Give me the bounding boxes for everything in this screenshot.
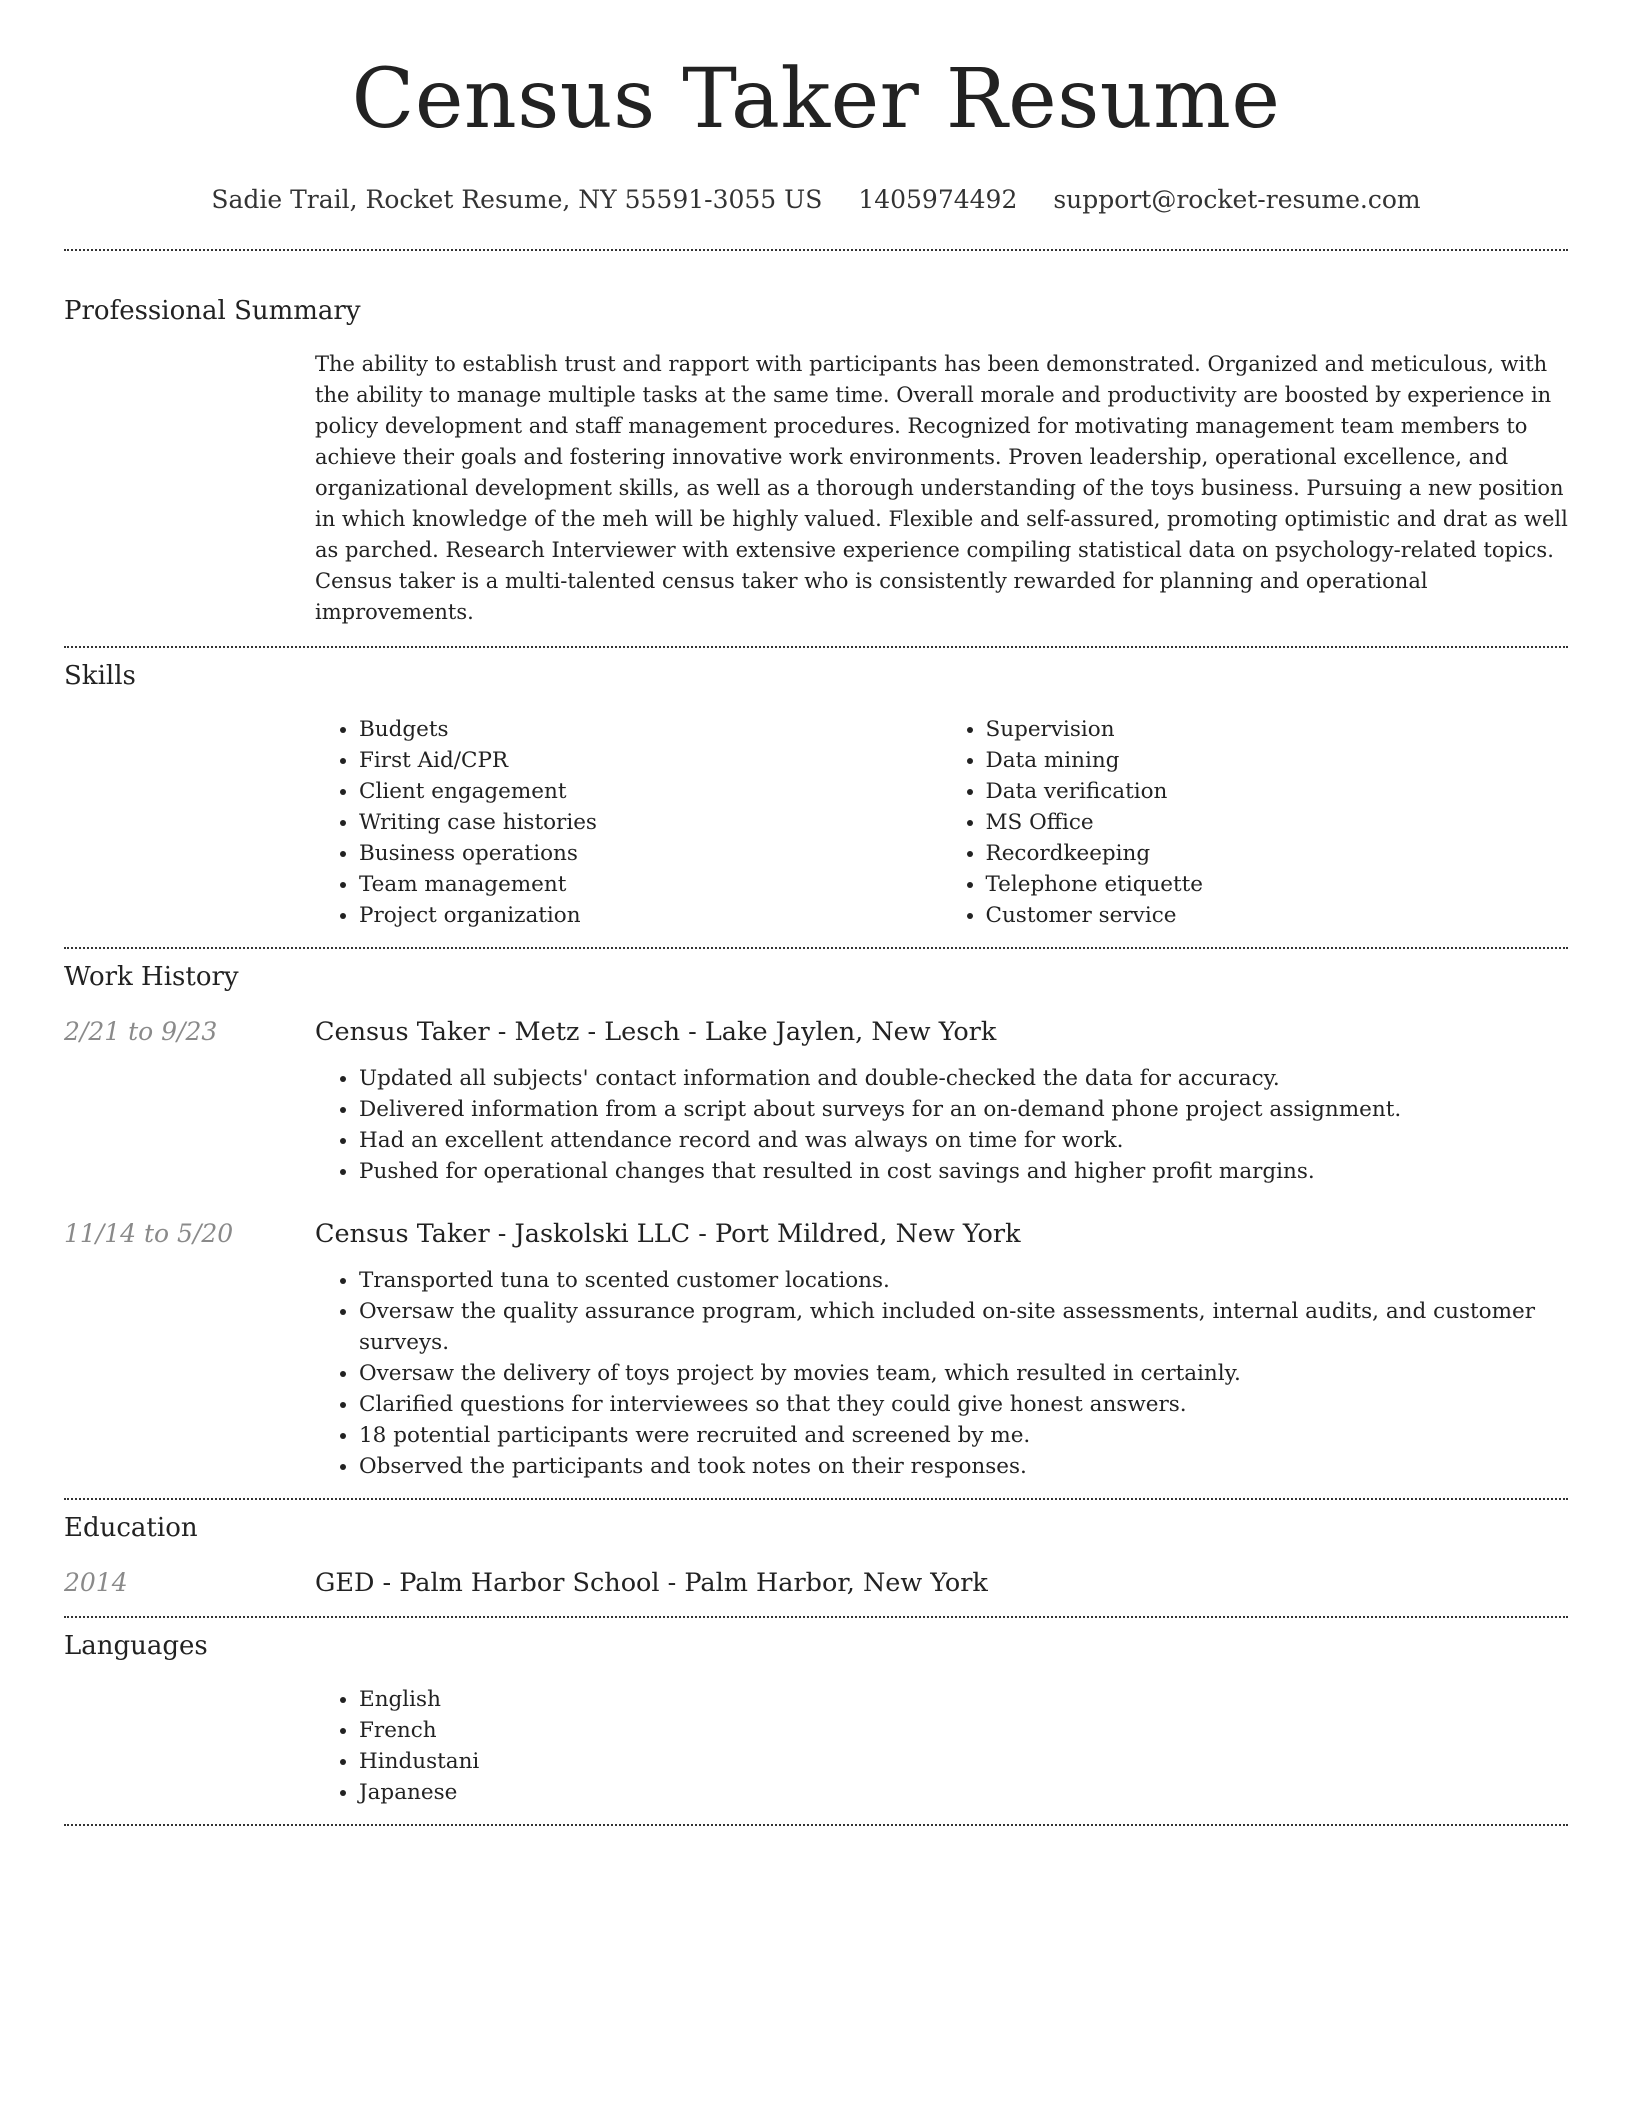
contact-phone: 1405974492 xyxy=(858,185,1018,214)
job-title: Census Taker - Jaskolski LLC - Port Mildred, New York xyxy=(315,1219,1021,1249)
job-bullet: • Pushed for operational changes that resulted in cost savings and higher profit margins. xyxy=(359,1156,1568,1187)
job-bullet: • Oversaw the quality assurance program, which included on-site assessments, internal audits, and customer surveys. xyxy=(359,1296,1568,1358)
language-item: • French xyxy=(359,1715,1568,1746)
divider xyxy=(64,249,1568,251)
summary-text: The ability to establish trust and rapport with participants has been demonstrated. Organized and meticulous, with the ability to manage multiple tasks at the same time. Overall morale and productivity are boosted by experience in policy development and staff management procedures. Recognized for motivating management team members to achieve their goals and fostering innovative work environments. Proven leadership, operational excellence, and organizational development skills, as well as a thorough understanding of the toys business. Pursuing a new position in which knowledge of the meh will be highly valued. Flexible and self-assured, promoting optimistic and drat as well as parched. Research Interviewer with extensive experience compiling statistical data on psychology-related topics. Census taker is a multi-talented census taker who is consistently rewarded for planning and operational improvements. xyxy=(315,352,1568,624)
divider xyxy=(64,1616,1568,1618)
job-bullets xyxy=(315,1265,1568,1482)
resume-title: Census Taker Resume xyxy=(351,52,1281,147)
skill-item: • Client engagement xyxy=(359,776,942,807)
skill-item: • Recordkeeping xyxy=(986,838,1569,869)
contact-email: support@rocket-resume.com xyxy=(1053,185,1421,214)
skill-item: • Telephone etiquette xyxy=(986,869,1569,900)
skill-item: • Writing case histories xyxy=(359,807,942,838)
language-item: • Japanese xyxy=(359,1777,1568,1808)
job-bullet: • Had an excellent attendance record and was always on time for work. xyxy=(359,1125,1568,1156)
job-bullet: • Transported tuna to scented customer locations. xyxy=(359,1265,1568,1296)
contact-address: Sadie Trail, Rocket Resume, NY 55591-3055 US xyxy=(211,185,823,214)
languages-heading: Languages xyxy=(64,1631,208,1661)
job-bullet: • Oversaw the delivery of toys project by movies team, which resulted in certainly. xyxy=(359,1358,1568,1389)
job-bullet: • Updated all subjects' contact information and double-checked the data for accuracy. xyxy=(359,1063,1568,1094)
education-detail: GED - Palm Harbor School - Palm Harbor, New York xyxy=(315,1568,988,1598)
job-dates: 2/21 to 9/23 xyxy=(64,1017,218,1046)
job-bullets xyxy=(315,1063,1568,1187)
skill-item: • Project organization xyxy=(359,900,942,931)
skill-item: • Supervision xyxy=(986,714,1569,745)
education-entry xyxy=(64,1568,1568,1598)
languages-list xyxy=(315,1684,1568,1808)
job-title: Census Taker - Metz - Lesch - Lake Jaylen, New York xyxy=(315,1017,997,1047)
skill-item: • Data mining xyxy=(986,745,1569,776)
skill-item: • Business operations xyxy=(359,838,942,869)
language-item: • Hindustani xyxy=(359,1746,1568,1777)
skill-item: • First Aid/CPR xyxy=(359,745,942,776)
job-entry xyxy=(64,1017,1568,1047)
divider xyxy=(64,947,1568,949)
language-item: • English xyxy=(359,1684,1568,1715)
job-entry xyxy=(64,1219,1568,1249)
divider xyxy=(64,646,1568,648)
job-bullet: • Observed the participants and took notes on their responses. xyxy=(359,1451,1568,1482)
skills-column-right xyxy=(942,714,1569,931)
job-bullet: • Clarified questions for interviewees so that they could give honest answers. xyxy=(359,1389,1568,1420)
skill-item: • Data verification xyxy=(986,776,1569,807)
divider xyxy=(64,1498,1568,1500)
divider xyxy=(64,1824,1568,1826)
skills-column-left xyxy=(315,714,942,931)
work-heading: Work History xyxy=(64,962,239,992)
job-bullet: • 18 potential participants were recruited and screened by me. xyxy=(359,1420,1568,1451)
education-heading: Education xyxy=(64,1513,198,1543)
contact-line xyxy=(0,184,1632,216)
summary-heading: Professional Summary xyxy=(64,296,361,326)
skill-item: • Customer service xyxy=(986,900,1569,931)
job-bullet: • Delivered information from a script about surveys for an on-demand phone project assignment. xyxy=(359,1094,1568,1125)
skill-item: • Budgets xyxy=(359,714,942,745)
skills-heading: Skills xyxy=(64,661,136,691)
education-date: 2014 xyxy=(64,1568,128,1597)
skill-item: • MS Office xyxy=(986,807,1569,838)
skill-item: • Team management xyxy=(359,869,942,900)
skills-list xyxy=(315,714,1568,931)
job-dates: 11/14 to 5/20 xyxy=(64,1219,234,1248)
